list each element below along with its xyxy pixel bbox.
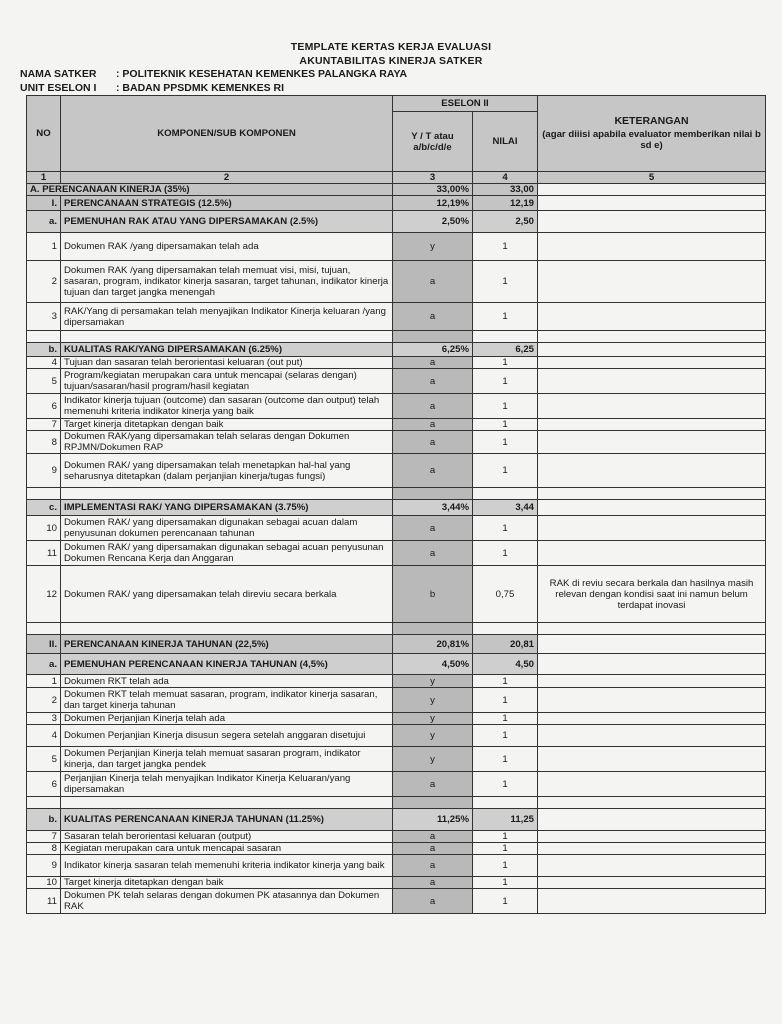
answer-value: 1 xyxy=(473,889,538,914)
criteria-text: Indikator kinerja sasaran telah memenuhi kriteria indikator kinerja yang baik xyxy=(61,855,393,877)
answer-value: 1 xyxy=(473,369,538,394)
section-value: 33,00 xyxy=(473,184,538,196)
criteria-row xyxy=(27,357,766,369)
answer-value: 1 xyxy=(473,357,538,369)
row-label: IMPLEMENTASI RAK/ YANG DIPERSAMAKAN (3.75%) xyxy=(61,500,393,516)
row-number: I. xyxy=(27,196,61,211)
criteria-row xyxy=(27,261,766,303)
answer-value: 1 xyxy=(473,454,538,488)
criteria-text: Sasaran telah berorientasi keluaran (output) xyxy=(61,831,393,843)
answer-value: 1 xyxy=(473,261,538,303)
row-number: 4 xyxy=(27,357,61,369)
keterangan-cell xyxy=(538,635,766,654)
criteria-row xyxy=(27,419,766,431)
answer-yt: a xyxy=(393,772,473,797)
row-number: 6 xyxy=(27,394,61,419)
blank-cell xyxy=(538,797,766,809)
answer-yt: a xyxy=(393,394,473,419)
col-number: 5 xyxy=(538,172,766,184)
keterangan-cell xyxy=(538,394,766,419)
criteria-text: Dokumen RKT telah memuat sasaran, program, indikator kinerja sasaran, dan target kinerja tahunan xyxy=(61,688,393,713)
header-no: NO xyxy=(27,96,61,172)
row-percent: 6,25% xyxy=(393,343,473,357)
answer-yt: y xyxy=(393,675,473,688)
criteria-row xyxy=(27,855,766,877)
keterangan-cell xyxy=(538,541,766,566)
blank-cell xyxy=(473,797,538,809)
criteria-row xyxy=(27,877,766,889)
eselon-line xyxy=(20,82,284,94)
keterangan-cell xyxy=(538,500,766,516)
keterangan-cell xyxy=(538,233,766,261)
answer-value: 1 xyxy=(473,725,538,747)
keterangan-cell xyxy=(538,747,766,772)
section-label: A. PERENCANAAN KINERJA (35%) xyxy=(27,184,393,196)
answer-value: 1 xyxy=(473,233,538,261)
criteria-row xyxy=(27,889,766,914)
answer-value: 1 xyxy=(473,516,538,541)
blank-row xyxy=(27,797,766,809)
blank-cell xyxy=(473,331,538,343)
criteria-text: Dokumen RAK/ yang dipersamakan digunakan sebagai acuan dalam penyusunan dokumen perencanaan tahunan xyxy=(61,516,393,541)
keterangan-cell xyxy=(538,713,766,725)
blank-cell xyxy=(538,331,766,343)
row-label: KUALITAS PERENCANAAN KINERJA TAHUNAN (11.25%) xyxy=(61,809,393,831)
blank-cell xyxy=(27,623,61,635)
header-eselon-group: ESELON II xyxy=(393,96,538,112)
document-title-line2: AKUNTABILITAS KINERJA SATKER xyxy=(299,55,483,67)
subcomponent-row xyxy=(27,635,766,654)
answer-yt: a xyxy=(393,419,473,431)
answer-value: 1 xyxy=(473,541,538,566)
criteria-row xyxy=(27,747,766,772)
satker-value: : POLITEKNIK KESEHATAN KEMENKES PALANGKA RAYA xyxy=(116,68,408,80)
keterangan-cell xyxy=(538,211,766,233)
answer-yt: a xyxy=(393,831,473,843)
header-komponen: KOMPONEN/SUB KOMPONEN xyxy=(61,96,393,172)
answer-yt: y xyxy=(393,713,473,725)
criteria-row xyxy=(27,772,766,797)
row-number: 11 xyxy=(27,541,61,566)
section-percent: 33,00% xyxy=(393,184,473,196)
keterangan-cell xyxy=(538,261,766,303)
row-number: a. xyxy=(27,654,61,675)
row-label: KUALITAS RAK/YANG DIPERSAMAKAN (6.25%) xyxy=(61,343,393,357)
keterangan-cell xyxy=(538,516,766,541)
keterangan-cell xyxy=(538,725,766,747)
row-number: 10 xyxy=(27,877,61,889)
answer-value: 1 xyxy=(473,843,538,855)
criteria-text: Target kinerja ditetapkan dengan baik xyxy=(61,877,393,889)
answer-yt: a xyxy=(393,516,473,541)
answer-value: 0,75 xyxy=(473,566,538,623)
blank-row xyxy=(27,331,766,343)
blank-cell xyxy=(473,623,538,635)
blank-cell xyxy=(61,797,393,809)
header-nilai: NILAI xyxy=(473,112,538,172)
col-number: 1 xyxy=(27,172,61,184)
sub-subcomponent-row xyxy=(27,343,766,357)
blank-cell xyxy=(27,488,61,500)
document-title-line1: TEMPLATE KERTAS KERJA EVALUASI xyxy=(290,41,492,53)
answer-value: 1 xyxy=(473,675,538,688)
row-percent: 2,50% xyxy=(393,211,473,233)
row-number: 4 xyxy=(27,725,61,747)
criteria-text: Kegiatan merupakan cara untuk mencapai sasaran xyxy=(61,843,393,855)
answer-value: 1 xyxy=(473,688,538,713)
blank-cell xyxy=(538,488,766,500)
keterangan-cell xyxy=(538,454,766,488)
eselon-value: : BADAN PPSDMK KEMENKES RI xyxy=(116,82,285,94)
criteria-row xyxy=(27,303,766,331)
row-number: 12 xyxy=(27,566,61,623)
keterangan-cell xyxy=(538,877,766,889)
answer-yt: y xyxy=(393,688,473,713)
row-label: PERENCANAAN KINERJA TAHUNAN (22,5%) xyxy=(61,635,393,654)
row-number: 8 xyxy=(27,431,61,454)
satker-label: NAMA SATKER xyxy=(20,68,97,80)
criteria-text: Dokumen RAK/ yang dipersamakan digunakan sebagai acuan penyusunan Dokumen Rencana Kerja dan Anggaran xyxy=(61,541,393,566)
answer-yt: y xyxy=(393,233,473,261)
row-percent: 12,19% xyxy=(393,196,473,211)
criteria-text: Indikator kinerja tujuan (outcome) dan sasaran (outcome dan output) telah memenuhi kriteria indikator kinerja yang baik xyxy=(61,394,393,419)
answer-value: 1 xyxy=(473,747,538,772)
header-keterangan-title: KETERANGAN xyxy=(614,115,689,127)
row-number: 6 xyxy=(27,772,61,797)
criteria-text: Dokumen RAK /yang dipersamakan telah memuat visi, misi, tujuan, sasaran, program, indikator kinerja sasaran, target tahunan, indikator kinerja tujuan dan target jangka menengah xyxy=(61,261,393,303)
row-number: b. xyxy=(27,809,61,831)
keterangan-cell xyxy=(538,855,766,877)
row-number: 1 xyxy=(27,233,61,261)
row-number: 9 xyxy=(27,454,61,488)
criteria-row xyxy=(27,454,766,488)
answer-value: 1 xyxy=(473,713,538,725)
answer-yt: a xyxy=(393,303,473,331)
answer-value: 1 xyxy=(473,303,538,331)
keterangan-cell xyxy=(538,688,766,713)
sub-subcomponent-row xyxy=(27,500,766,516)
answer-value: 1 xyxy=(473,419,538,431)
row-number: c. xyxy=(27,500,61,516)
row-number: 10 xyxy=(27,516,61,541)
answer-yt: a xyxy=(393,357,473,369)
row-percent: 11,25% xyxy=(393,809,473,831)
criteria-text: Dokumen PK telah selaras dengan dokumen PK atasannya dan Dokumen RAK xyxy=(61,889,393,914)
blank-cell xyxy=(393,623,473,635)
row-value: 4,50 xyxy=(473,654,538,675)
criteria-text: RAK/Yang di persamakan telah menyajikan Indikator Kinerja keluaran /yang dipersamakan xyxy=(61,303,393,331)
keterangan-cell xyxy=(538,889,766,914)
answer-value: 1 xyxy=(473,855,538,877)
criteria-row xyxy=(27,675,766,688)
criteria-row xyxy=(27,566,766,623)
answer-value: 1 xyxy=(473,831,538,843)
criteria-row xyxy=(27,516,766,541)
criteria-row xyxy=(27,725,766,747)
criteria-row xyxy=(27,369,766,394)
keterangan-cell xyxy=(538,809,766,831)
keterangan-cell xyxy=(538,772,766,797)
keterangan-cell xyxy=(538,843,766,855)
keterangan-cell xyxy=(538,196,766,211)
row-percent: 3,44% xyxy=(393,500,473,516)
header-yt: Y / T atau a/b/c/d/e xyxy=(393,112,473,172)
criteria-text: Dokumen RAK/ yang dipersamakan telah direviu secara berkala xyxy=(61,566,393,623)
answer-value: 1 xyxy=(473,877,538,889)
keterangan-cell: RAK di reviu secara berkala dan hasilnya masih relevan dengan kondisi saat ini namun belum terdapat inovasi xyxy=(538,566,766,623)
criteria-text: Dokumen Perjanjian Kinerja telah ada xyxy=(61,713,393,725)
keterangan-cell xyxy=(538,357,766,369)
subcomponent-row xyxy=(27,196,766,211)
row-value: 6,25 xyxy=(473,343,538,357)
column-number-row xyxy=(27,172,766,184)
row-label: PERENCANAAN STRATEGIS (12.5%) xyxy=(61,196,393,211)
answer-yt: a xyxy=(393,877,473,889)
row-number: 1 xyxy=(27,675,61,688)
criteria-text: Dokumen Perjanjian Kinerja disusun segera setelah anggaran disetujui xyxy=(61,725,393,747)
keterangan-cell xyxy=(538,831,766,843)
keterangan-cell xyxy=(538,369,766,394)
keterangan-cell xyxy=(538,654,766,675)
row-number: II. xyxy=(27,635,61,654)
row-number: 9 xyxy=(27,855,61,877)
answer-yt: a xyxy=(393,855,473,877)
answer-yt: a xyxy=(393,541,473,566)
keterangan-cell xyxy=(538,675,766,688)
answer-yt: a xyxy=(393,454,473,488)
criteria-text: Dokumen RAK/yang dipersamakan telah selaras dengan Dokumen RPJMN/Dokumen RAP xyxy=(61,431,393,454)
row-value: 12,19 xyxy=(473,196,538,211)
blank-cell xyxy=(27,797,61,809)
blank-cell xyxy=(27,331,61,343)
row-label: PEMENUHAN PERENCANAAN KINERJA TAHUNAN (4,5%) xyxy=(61,654,393,675)
row-number: 7 xyxy=(27,831,61,843)
row-value: 11,25 xyxy=(473,809,538,831)
criteria-text: Dokumen Perjanjian Kinerja telah memuat sasaran program, indikator kinerja, dan target jangka pendek xyxy=(61,747,393,772)
answer-yt: a xyxy=(393,261,473,303)
blank-cell xyxy=(393,331,473,343)
keterangan-cell xyxy=(538,431,766,454)
criteria-text: Tujuan dan sasaran telah berorientasi keluaran (out put) xyxy=(61,357,393,369)
row-label: PEMENUHAN RAK ATAU YANG DIPERSAMAKAN (2.5%) xyxy=(61,211,393,233)
sub-subcomponent-row xyxy=(27,211,766,233)
criteria-text: Dokumen RAK/ yang dipersamakan telah menetapkan hal-hal yang seharusnya ditetapkan (dalam perjanjian kinerja/tugas fungsi) xyxy=(61,454,393,488)
blank-cell xyxy=(473,488,538,500)
evaluation-table xyxy=(26,95,766,914)
answer-yt: b xyxy=(393,566,473,623)
row-number: 2 xyxy=(27,688,61,713)
row-value: 2,50 xyxy=(473,211,538,233)
criteria-text: Program/kegiatan merupakan cara untuk mencapai (selaras dengan) tujuan/sasaran/hasil program/hasil kegiatan xyxy=(61,369,393,394)
criteria-row xyxy=(27,394,766,419)
answer-yt: a xyxy=(393,369,473,394)
criteria-text: Dokumen RKT telah ada xyxy=(61,675,393,688)
criteria-row xyxy=(27,831,766,843)
criteria-text: Perjanjian Kinerja telah menyajikan Indikator Kinerja Keluaran/yang dipersamakan xyxy=(61,772,393,797)
sub-subcomponent-row xyxy=(27,809,766,831)
blank-row xyxy=(27,623,766,635)
row-number: 11 xyxy=(27,889,61,914)
blank-cell xyxy=(538,623,766,635)
row-number: b. xyxy=(27,343,61,357)
blank-row xyxy=(27,488,766,500)
row-number: 3 xyxy=(27,303,61,331)
row-number: 5 xyxy=(27,747,61,772)
sub-subcomponent-row xyxy=(27,654,766,675)
row-number: 5 xyxy=(27,369,61,394)
row-number: 7 xyxy=(27,419,61,431)
criteria-text: Dokumen RAK /yang dipersamakan telah ada xyxy=(61,233,393,261)
criteria-row xyxy=(27,713,766,725)
header-keterangan xyxy=(538,96,766,172)
keterangan-cell xyxy=(538,303,766,331)
answer-yt: y xyxy=(393,747,473,772)
blank-cell xyxy=(61,488,393,500)
col-number: 2 xyxy=(61,172,393,184)
blank-cell xyxy=(61,623,393,635)
keterangan-cell xyxy=(538,419,766,431)
answer-value: 1 xyxy=(473,431,538,454)
col-number: 4 xyxy=(473,172,538,184)
criteria-row xyxy=(27,233,766,261)
section-row xyxy=(27,184,766,196)
row-value: 3,44 xyxy=(473,500,538,516)
row-number: a. xyxy=(27,211,61,233)
answer-value: 1 xyxy=(473,394,538,419)
blank-cell xyxy=(393,797,473,809)
keterangan-cell xyxy=(538,343,766,357)
header-keterangan-note: (agar diiisi apabila evaluator memberikan nilai b sd e) xyxy=(542,129,761,151)
row-percent: 20,81% xyxy=(393,635,473,654)
row-number: 3 xyxy=(27,713,61,725)
blank-cell xyxy=(61,331,393,343)
answer-value: 1 xyxy=(473,772,538,797)
criteria-row xyxy=(27,688,766,713)
criteria-text: Target kinerja ditetapkan dengan baik xyxy=(61,419,393,431)
row-number: 2 xyxy=(27,261,61,303)
keterangan-cell xyxy=(538,184,766,196)
criteria-row xyxy=(27,541,766,566)
row-value: 20,81 xyxy=(473,635,538,654)
row-percent: 4,50% xyxy=(393,654,473,675)
criteria-row xyxy=(27,431,766,454)
answer-yt: y xyxy=(393,725,473,747)
col-number: 3 xyxy=(393,172,473,184)
blank-cell xyxy=(393,488,473,500)
answer-yt: a xyxy=(393,843,473,855)
criteria-row xyxy=(27,843,766,855)
row-number: 8 xyxy=(27,843,61,855)
eselon-label: UNIT ESELON I xyxy=(20,82,97,94)
answer-yt: a xyxy=(393,431,473,454)
satker-line xyxy=(20,68,407,80)
answer-yt: a xyxy=(393,889,473,914)
